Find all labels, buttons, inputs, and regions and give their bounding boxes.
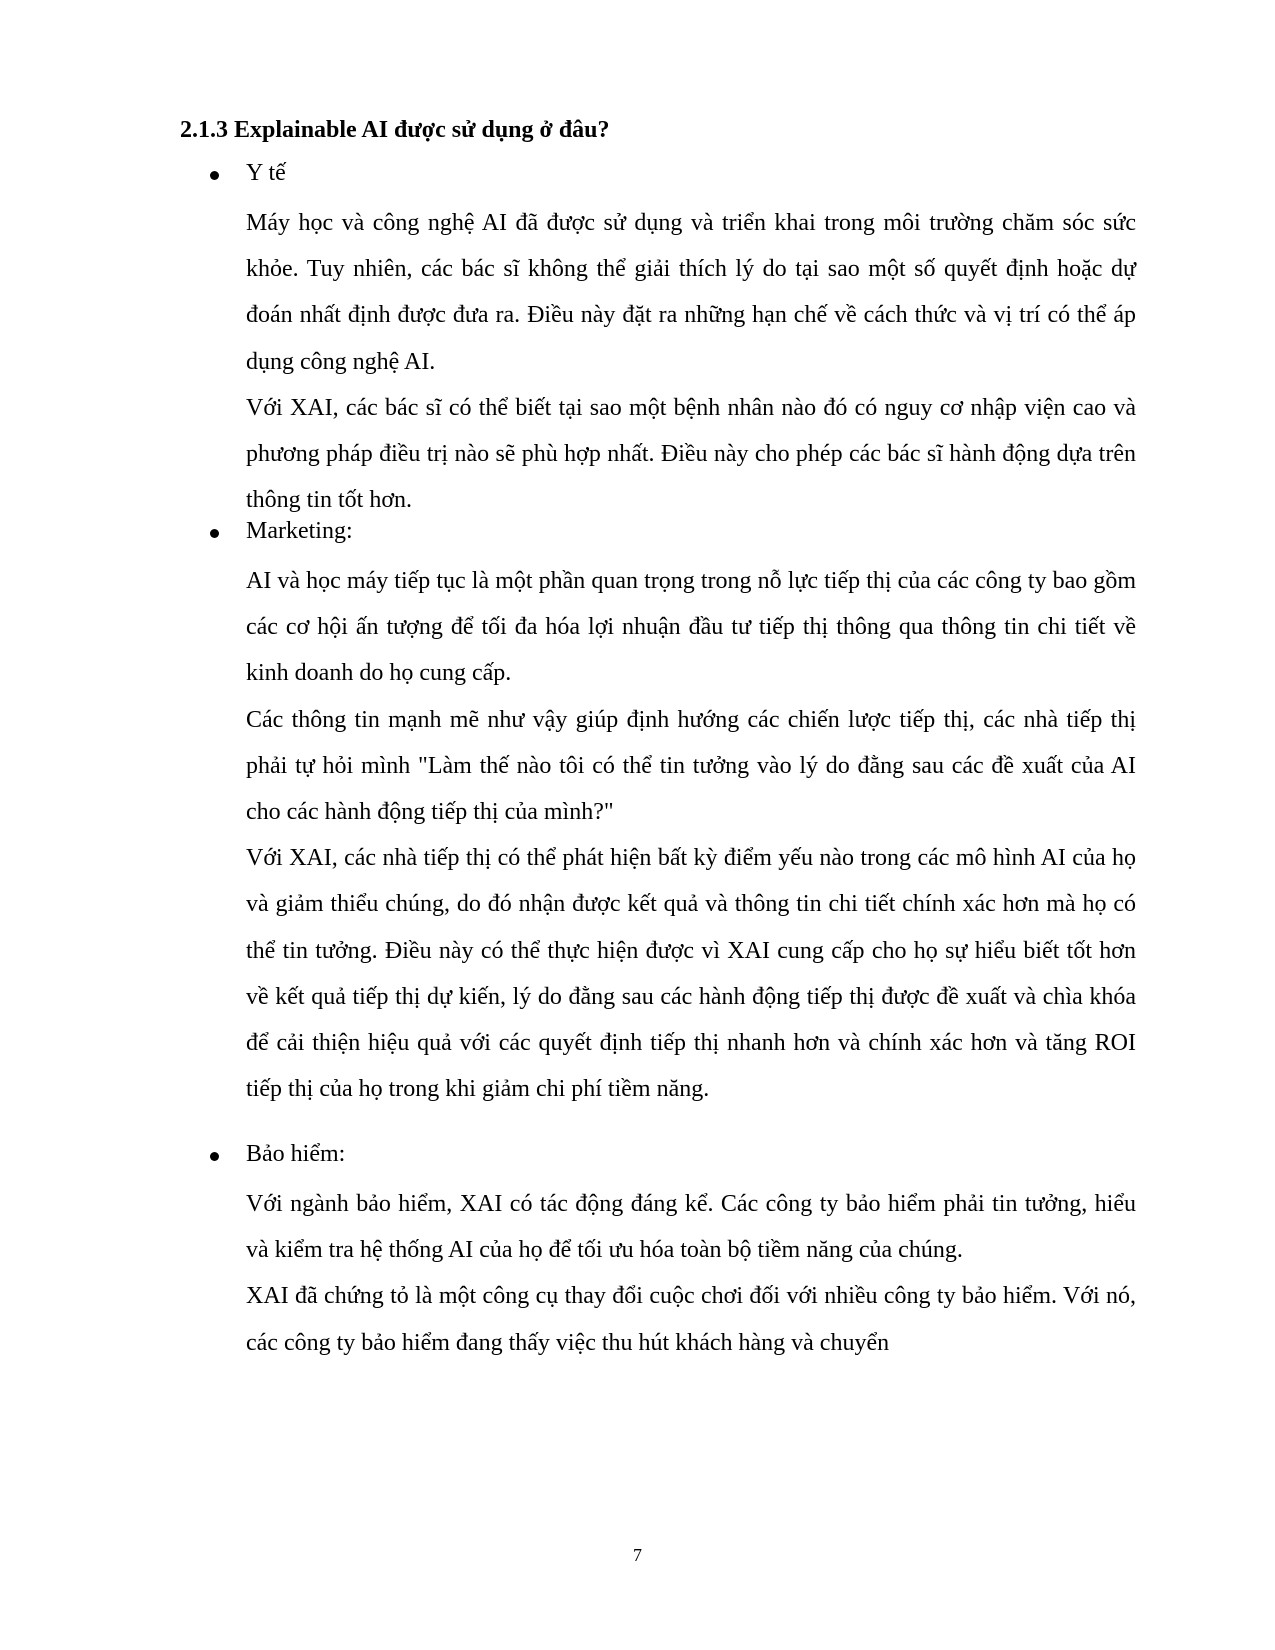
bullet-item [0, 514, 1275, 558]
section-heading: 2.1.3 Explainable AI được sử dụng ở đâu? [180, 117, 610, 143]
bullet-icon [210, 529, 219, 538]
page-number: 7 [633, 1545, 642, 1565]
section-marketing [0, 514, 1275, 1112]
bullet-label: Bảo hiểm: [246, 1141, 346, 1167]
section-healthcare [0, 156, 1275, 523]
section-insurance [0, 1137, 1275, 1366]
paragraph: Với ngành bảo hiểm, XAI có tác động đáng kể. Các công ty bảo hiểm phải tin tưởng, hiểu và kiểm tra hệ thống AI của họ để tối ưu hóa toàn bộ tiềm năng của chúng. [246, 1191, 1136, 1264]
bullet-icon [210, 1152, 219, 1161]
paragraph: XAI đã chứng tỏ là một công cụ thay đổi cuộc chơi đối với nhiều công ty bảo hiểm. Với nó, các công ty bảo hiểm đang thấy việc thu hút khách hàng và chuyển [246, 1283, 1136, 1356]
paragraph: AI và học máy tiếp tục là một phần quan trọng trong nỗ lực tiếp thị của các công ty bao gồm các cơ hội ấn tượng để tối đa hóa lợi nhuận đầu tư tiếp thị thông qua thông tin chi tiết về kinh doanh do họ cung cấp. [246, 568, 1136, 687]
bullet-item [0, 1137, 1275, 1181]
paragraph: Với XAI, các nhà tiếp thị có thể phát hiện bất kỳ điểm yếu nào trong các mô hình AI của họ và giảm thiểu chúng, do đó nhận được kết quả và thông tin chi tiết chính xác hơn mà họ có thể tin tưởng. Điều này có thể thực hiện được vì XAI cung cấp cho họ sự hiểu biết tốt hơn về kết quả tiếp thị dự kiến, lý do đằng sau các hành động tiếp thị được đề xuất và chìa khóa để cải thiện hiệu quả với các quyết định tiếp thị nhanh hơn và chính xác hơn và tăng ROI tiếp thị của họ trong khi giảm chi phí tiềm năng. [246, 845, 1136, 1103]
paragraph: Máy học và công nghệ AI đã được sử dụng và triển khai trong môi trường chăm sóc sức khỏe. Tuy nhiên, các bác sĩ không thể giải thích lý do tại sao một số quyết định hoặc dự đoán nhất định được đưa ra. Điều này đặt ra những hạn chế về cách thức và vị trí có thể áp dụng công nghệ AI. [246, 210, 1136, 375]
paragraph: Các thông tin mạnh mẽ như vậy giúp định hướng các chiến lược tiếp thị, các nhà tiếp thị phải tự hỏi mình "Làm thế nào tôi có thể tin tưởng vào lý do đằng sau các đề xuất của AI cho các hành động tiếp thị của mình?" [246, 706, 1136, 826]
paragraph: Với XAI, các bác sĩ có thể biết tại sao một bệnh nhân nào đó có nguy cơ nhập viện cao và phương pháp điều trị nào sẽ phù hợp nhất. Điều này cho phép các bác sĩ hành động dựa trên thông tin tốt hơn. [246, 394, 1136, 514]
bullet-icon [210, 171, 219, 180]
bullet-label: Y tế [246, 160, 286, 186]
bullet-item [0, 156, 1275, 200]
bullet-label: Marketing: [246, 518, 353, 544]
